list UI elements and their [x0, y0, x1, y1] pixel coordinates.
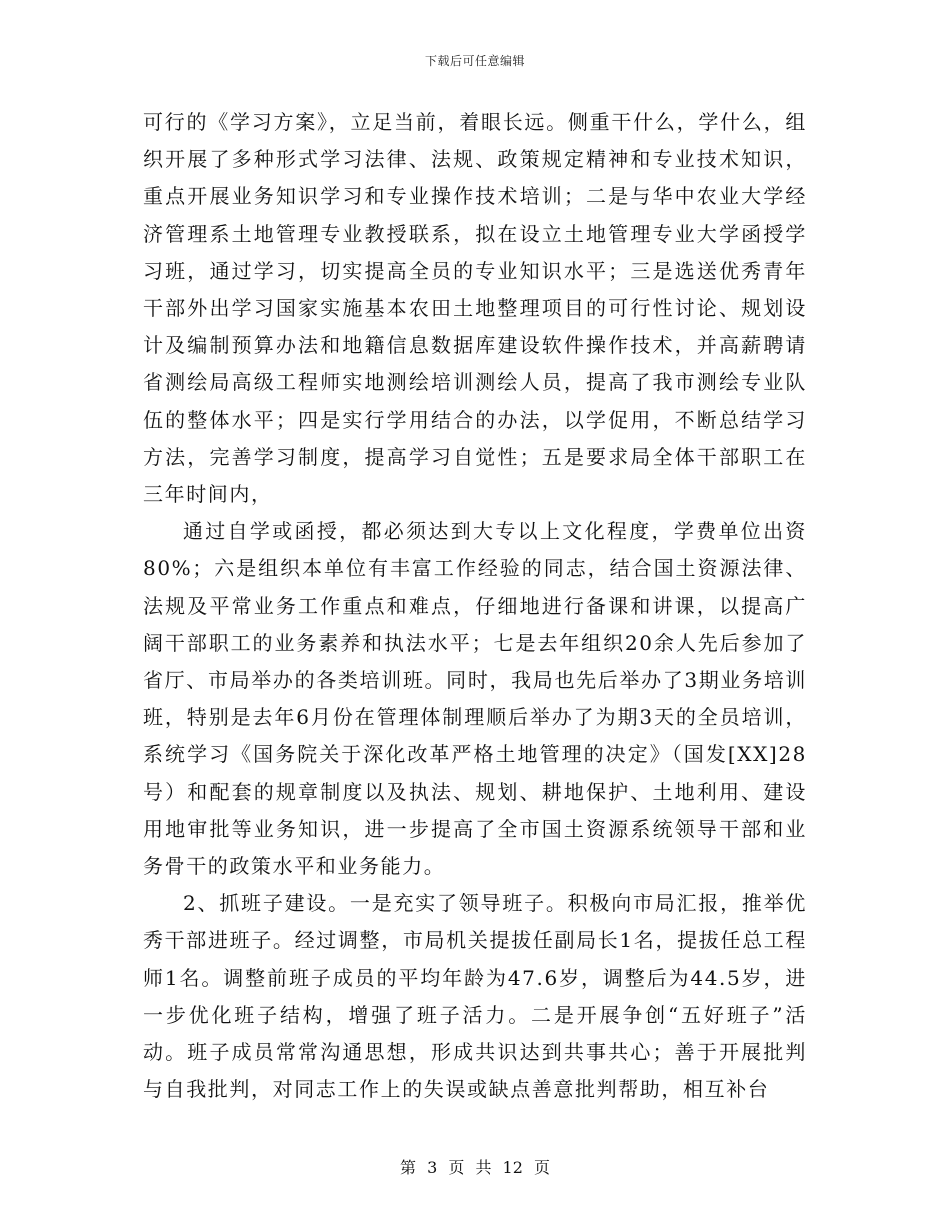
document-body — [143, 104, 807, 1108]
page-header: 下载后可任意编辑 — [424, 54, 525, 68]
paragraph-2: 通过自学或函授，都必须达到大专以上文化程度，学费单位出资80%；六是组织本单位有丰富工作经验的同志，结合国土资源法律、法规及平常业务工作重点和难点，仔细地进行备课和讲课，以提高广阔干部职工的业务素养和执法水平；七是去年组织20余人先后参加了省厅、市局举办的各类培训班。同时，我局也先后举办了3期业务培训班，特别是去年6月份在管理体制理顺后举办了为期3天的全员培训，系统学习《国务院关于深化改革严格土地管理的决定》（国发[XX]28号）和配套的规章制度以及执法、规划、耕地保护、土地利用、建设用地审批等业务知识，进一步提高了全市国土资源系统领导干部和业务骨干的政策水平和业务能力。 — [143, 519, 807, 879]
paragraph-3: 2、抓班子建设。一是充实了领导班子。积极向市局汇报，推举优秀干部进班子。经过调整，市局机关提拔任副局长1名，提拔任总工程师1名。调整前班子成员的平均年龄为47.6岁，调整后为44.5岁，进一步优化班子结构，增强了班子活力。二是开展争创“五好班子”活动。班子成员常常沟通思想，形成共识达到共事共心；善于开展批判与自我批判，对同志工作上的失误或缺点善意批判帮助，相互补台 — [143, 891, 807, 1102]
paragraph-1: 可行的《学习方案》，立足当前，着眼长远。侧重干什么，学什么，组织开展了多种形式学习法律、法规、政策规定精神和专业技术知识，重点开展业务知识学习和专业操作技术培训；二是与华中农业大学经济管理系土地管理专业教授联系，拟在设立土地管理专业大学函授学习班，通过学习，切实提高全员的专业知识水平；三是选送优秀青年干部外出学习国家实施基本农田土地整理项目的可行性讨论、规划设计及编制预算办法和地籍信息数据库建设软件操作技术，并高薪聘请省测绘局高级工程师实地测绘培训测绘人员，提高了我市测绘专业队伍的整体水平；四是实行学用结合的办法，以学促用，不断总结学习方法，完善学习制度，提高学习自觉性；五是要求局全体干部职工在三年时间内， — [143, 110, 807, 507]
page-footer: 第 3 页 共 12 页 — [400, 1158, 550, 1177]
